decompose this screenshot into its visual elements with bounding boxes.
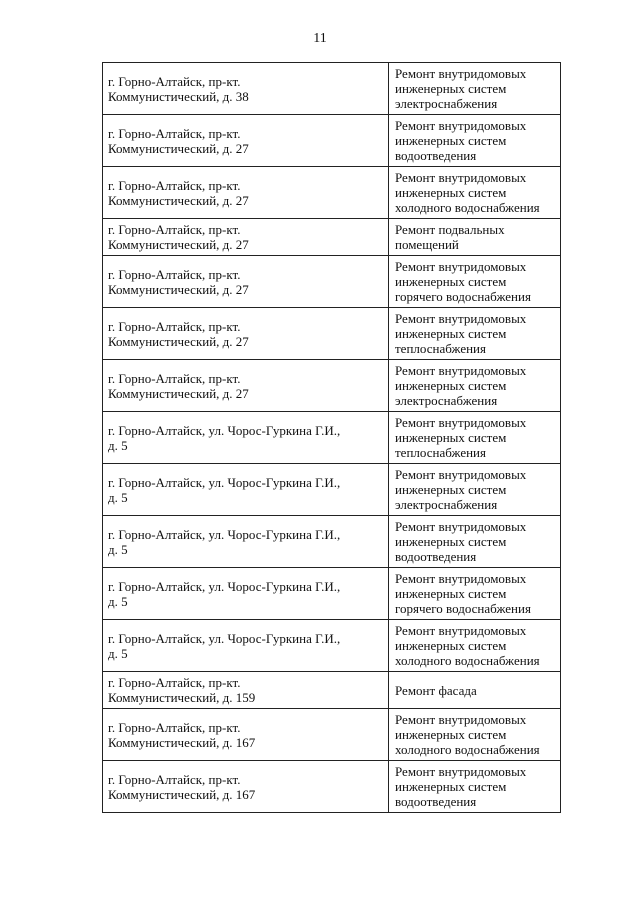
address-text: г. Горно-Алтайск, ул. Чорос-Гуркина Г.И., д. 5 [108, 630, 341, 661]
work-text: Ремонт внутридомовых инженерных систем электроснабжения [395, 467, 527, 512]
address-text: г. Горно-Алтайск, пр-кт. Коммунистический, д. 167 [108, 771, 256, 802]
work-text: Ремонт внутридомовых инженерных систем горячего водоснабжения [395, 571, 531, 616]
work-cell [389, 464, 561, 516]
table-row [103, 761, 561, 813]
address-text: г. Горно-Алтайск, пр-кт. Коммунистический, д. 159 [108, 675, 256, 705]
table-row [103, 568, 561, 620]
address-cell [103, 761, 389, 813]
work-text: Ремонт внутридомовых инженерных систем холодного водоснабжения [395, 712, 540, 757]
address-cell [103, 516, 389, 568]
work-text: Ремонт внутридомовых инженерных систем холодного водоснабжения [395, 623, 540, 668]
table-row [103, 63, 561, 115]
address-text: г. Горно-Алтайск, пр-кт. Коммунистический, д. 27 [108, 222, 249, 252]
address-text: г. Горно-Алтайск, пр-кт. Коммунистический, д. 27 [108, 370, 249, 401]
work-cell [389, 360, 561, 412]
table-row [103, 115, 561, 167]
address-cell [103, 709, 389, 761]
work-text: Ремонт внутридомовых инженерных систем холодного водоснабжения [395, 170, 540, 215]
address-cell [103, 360, 389, 412]
address-cell [103, 672, 389, 709]
address-cell [103, 63, 389, 115]
page-number: 11 [313, 31, 327, 46]
work-cell [389, 709, 561, 761]
work-text: Ремонт внутридомовых инженерных систем водоотведения [395, 519, 527, 564]
work-text: Ремонт внутридомовых инженерных систем водоотведения [395, 764, 527, 809]
address-text: г. Горно-Алтайск, ул. Чорос-Гуркина Г.И., д. 5 [108, 422, 341, 453]
address-cell [103, 167, 389, 219]
address-text: г. Горно-Алтайск, пр-кт. Коммунистический, д. 27 [108, 266, 249, 297]
work-cell [389, 115, 561, 167]
work-text: Ремонт внутридомовых инженерных систем электроснабжения [395, 363, 527, 408]
work-cell [389, 761, 561, 813]
work-cell [389, 256, 561, 308]
table-row [103, 464, 561, 516]
address-cell [103, 308, 389, 360]
table-row [103, 709, 561, 761]
work-cell [389, 672, 561, 709]
work-text: Ремонт внутридомовых инженерных систем водоотведения [395, 118, 527, 163]
address-cell [103, 219, 389, 256]
table-row [103, 167, 561, 219]
table-row [103, 360, 561, 412]
work-cell [389, 516, 561, 568]
address-text: г. Горно-Алтайск, ул. Чорос-Гуркина Г.И., д. 5 [108, 474, 341, 505]
address-cell [103, 464, 389, 516]
address-text: г. Горно-Алтайск, ул. Чорос-Гуркина Г.И., д. 5 [108, 526, 341, 557]
address-cell [103, 256, 389, 308]
address-cell [103, 412, 389, 464]
address-cell [103, 568, 389, 620]
work-cell [389, 63, 561, 115]
address-cell [103, 620, 389, 672]
work-cell [389, 308, 561, 360]
work-cell [389, 219, 561, 256]
work-cell [389, 167, 561, 219]
table-row [103, 620, 561, 672]
work-text: Ремонт внутридомовых инженерных систем теплоснабжения [395, 415, 527, 460]
works-table [102, 62, 561, 813]
table-row [103, 308, 561, 360]
work-cell [389, 620, 561, 672]
address-text: г. Горно-Алтайск, пр-кт. Коммунистический, д. 27 [108, 177, 249, 208]
table-row [103, 672, 561, 709]
address-cell [103, 115, 389, 167]
address-text: г. Горно-Алтайск, пр-кт. Коммунистический, д. 167 [108, 719, 256, 750]
work-text: Ремонт внутридомовых инженерных систем теплоснабжения [395, 311, 527, 356]
work-text: Ремонт подвальных помещений [395, 222, 505, 252]
work-text: Ремонт внутридомовых инженерных систем электроснабжения [395, 66, 527, 111]
table-row [103, 219, 561, 256]
address-text: г. Горно-Алтайск, ул. Чорос-Гуркина Г.И., д. 5 [108, 578, 341, 609]
address-text: г. Горно-Алтайск, пр-кт. Коммунистический, д. 27 [108, 318, 249, 349]
work-cell [389, 568, 561, 620]
work-cell [389, 412, 561, 464]
address-text: г. Горно-Алтайск, пр-кт. Коммунистический, д. 38 [108, 73, 249, 104]
work-text: Ремонт фасада [395, 682, 477, 698]
work-text: Ремонт внутридомовых инженерных систем горячего водоснабжения [395, 259, 531, 304]
table-row [103, 412, 561, 464]
table-row [103, 256, 561, 308]
table-row [103, 516, 561, 568]
address-text: г. Горно-Алтайск, пр-кт. Коммунистический, д. 27 [108, 125, 249, 156]
